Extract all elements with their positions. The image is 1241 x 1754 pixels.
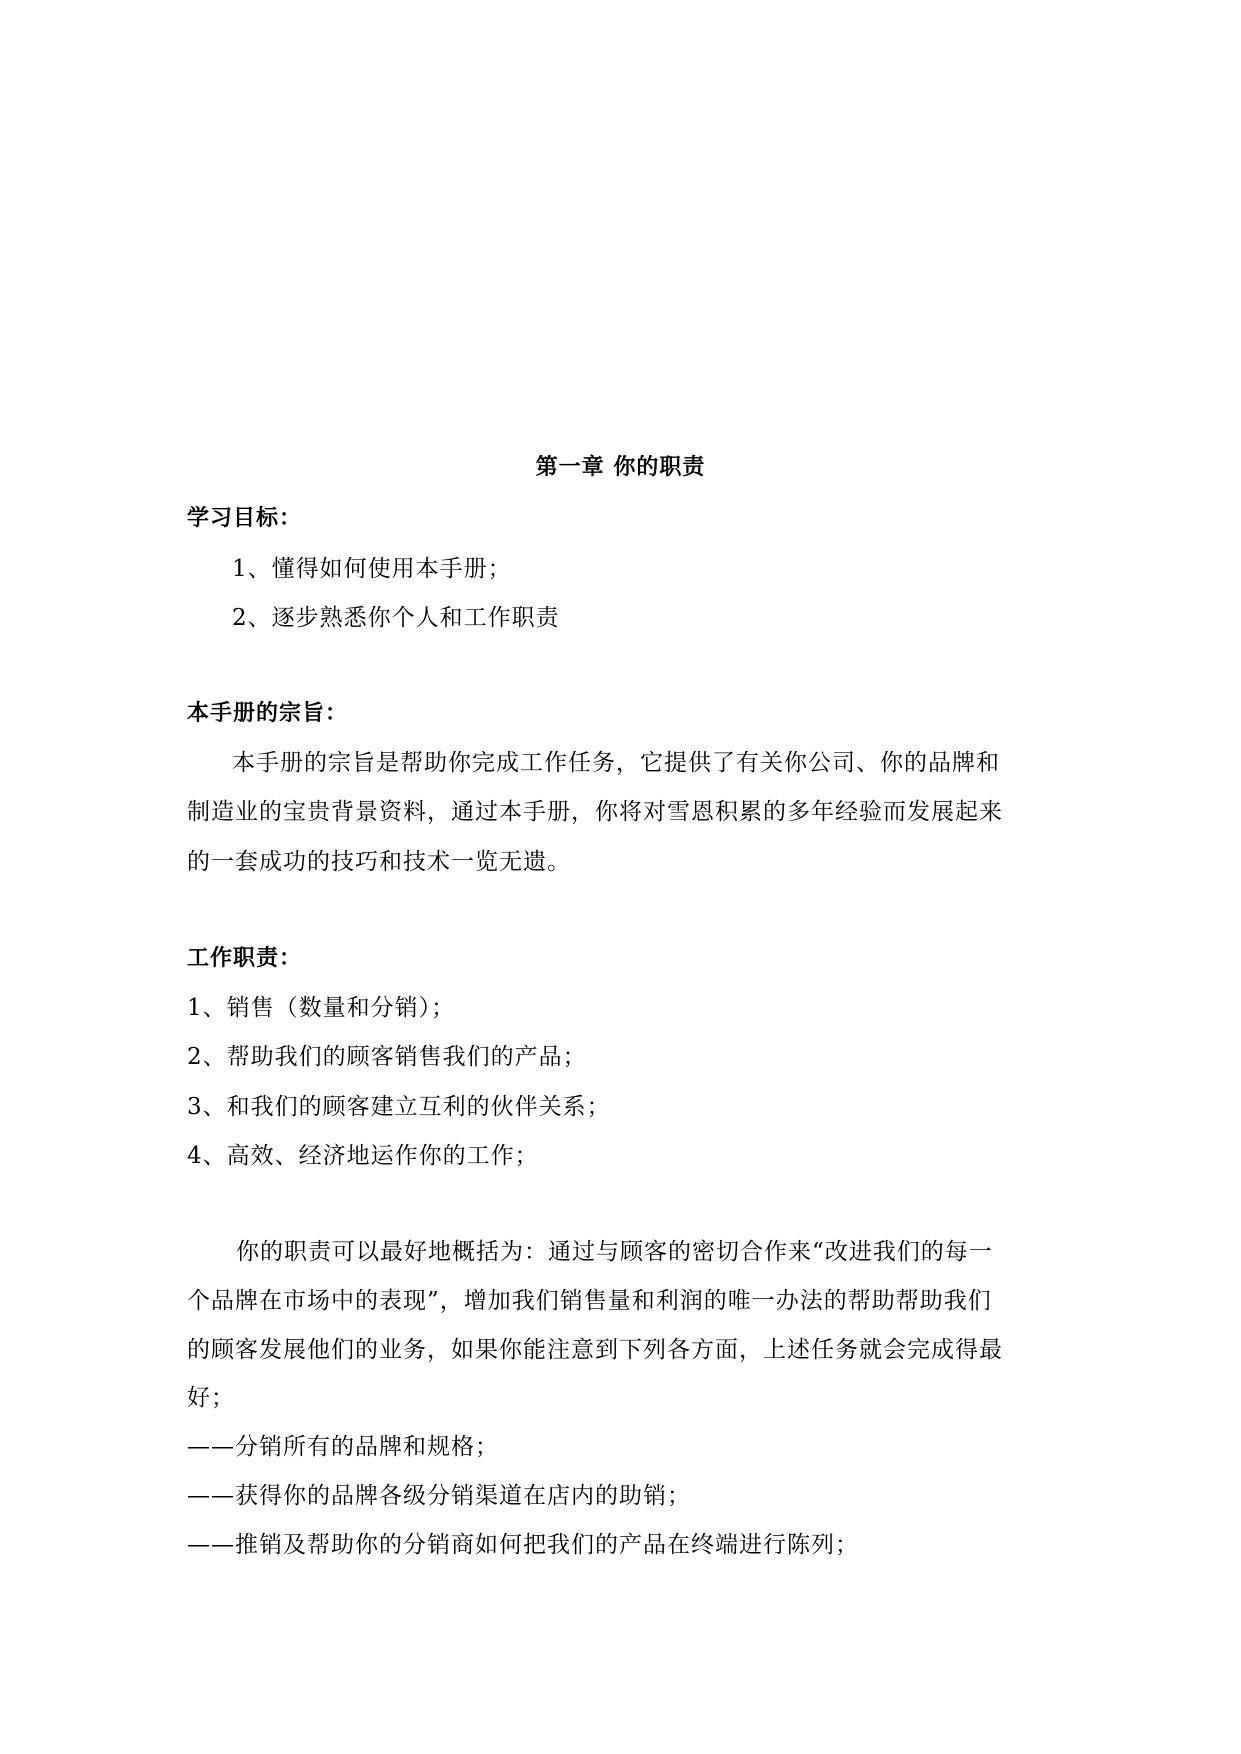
summary-paragraph-line: 的顾客发展他们的业务，如果你能注意到下列各方面，上述任务就会完成得最 xyxy=(187,1337,1003,1363)
duties-heading: 工作职责： xyxy=(187,946,303,971)
objective-item: 1、懂得如何使用本手册； xyxy=(232,556,512,582)
summary-paragraph-line: 你的职责可以最好地概括为：通过与顾客的密切合作来“改进我们的每一 xyxy=(236,1239,993,1265)
duty-item: 4、高效、经济地运作你的工作； xyxy=(187,1143,539,1169)
purpose-heading: 本手册的宗旨： xyxy=(187,701,349,726)
summary-bullet: ——分销所有的品牌和规格； xyxy=(187,1434,499,1460)
objective-item: 2、逐步熟悉你个人和工作职责 xyxy=(232,605,560,631)
summary-paragraph-line: 个品牌在市场中的表现”，增加我们销售量和利润的唯一办法的帮助帮助我们 xyxy=(187,1288,992,1314)
purpose-paragraph-line: 本手册的宗旨是帮助你完成工作任务，它提供了有关你公司、你的品牌和 xyxy=(232,750,1000,776)
summary-bullet: ——推销及帮助你的分销商如何把我们的产品在终端进行陈列； xyxy=(187,1532,859,1558)
purpose-paragraph-line: 的一套成功的技巧和技术一览无遗。 xyxy=(187,849,571,875)
duty-item: 3、和我们的顾客建立互利的伙伴关系； xyxy=(187,1094,611,1120)
summary-bullet: ——获得你的品牌各级分销渠道在店内的助销； xyxy=(187,1483,691,1509)
duty-item: 1、销售（数量和分销）； xyxy=(187,995,456,1021)
summary-paragraph-line: 好； xyxy=(187,1385,235,1411)
purpose-paragraph-line: 制造业的宝贵背景资料，通过本手册，你将对雪恩积累的多年经验而发展起来 xyxy=(187,799,1003,825)
objectives-heading: 学习目标： xyxy=(187,506,303,531)
chapter-title: 第一章 你的职责 xyxy=(535,455,706,480)
duty-item: 2、帮助我们的顾客销售我们的产品； xyxy=(187,1044,587,1070)
